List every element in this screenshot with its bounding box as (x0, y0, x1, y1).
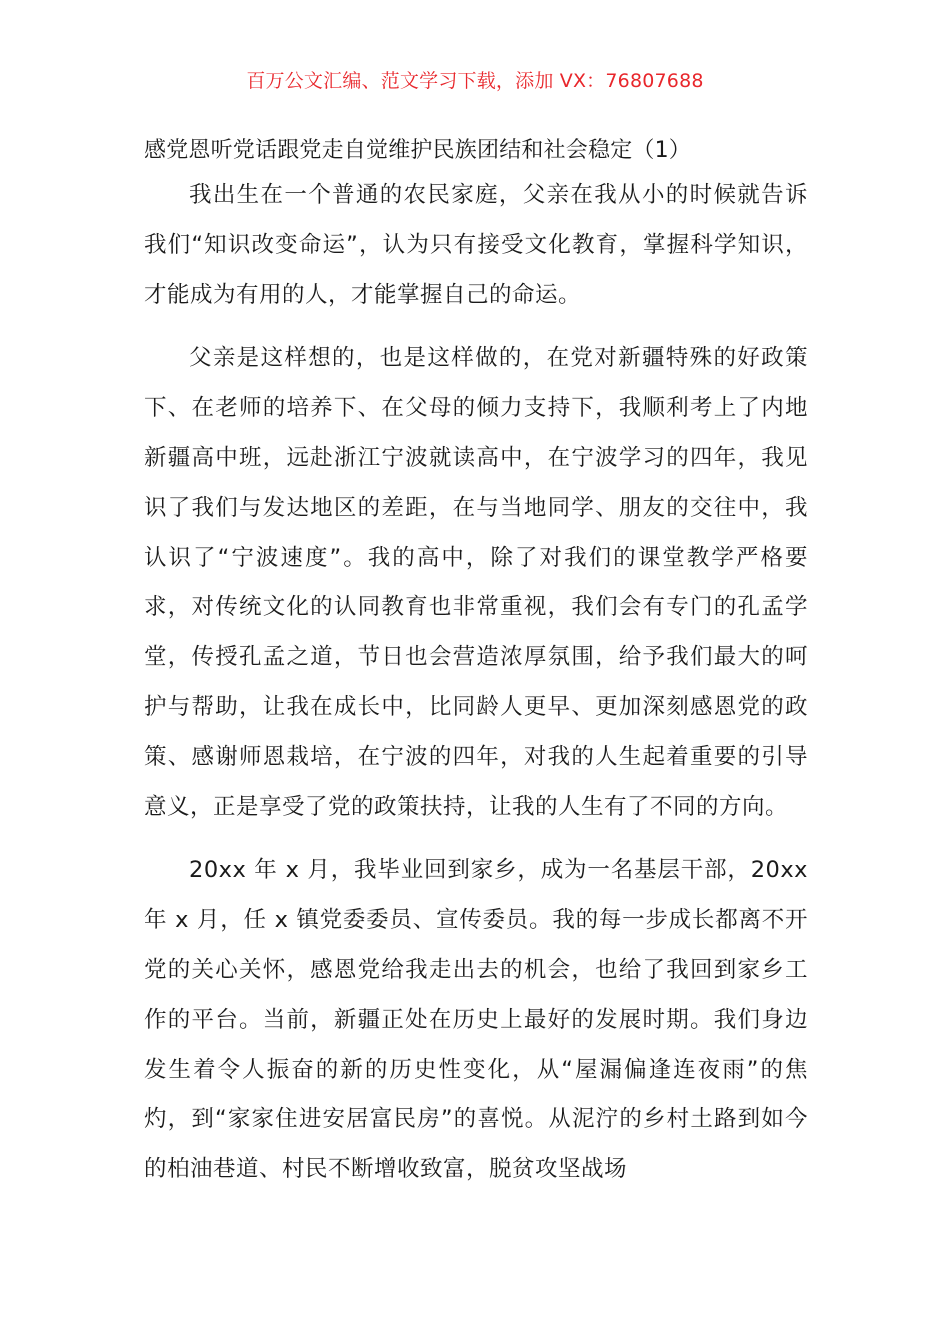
document-body (144, 133, 808, 1195)
header-notice: 百万公文汇编、范文学习下载，添加 VX：76807688 (246, 70, 704, 92)
paragraph-2: 父亲是这样想的，也是这样做的，在党对新疆特殊的好政策下、在老师的培养下、在父母的倾力支持下，我顺利考上了内地新疆高中班，远赴浙江宁波就读高中，在宁波学习的四年，我见识了我们与发达地区的差距，在与当地同学、朋友的交往中，我认识了“宁波速度”。我的高中，除了对我们的课堂教学严格要求，对传统文化的认同教育也非常重视，我们会有专门的孔孟学堂，传授孔孟之道，节日也会营造浓厚氛围，给予我们最大的呵护与帮助，让我在成长中，比同龄人更早、更加深刻感恩党的政策、感谢师恩栽培，在宁波的四年，对我的人生起着重要的引导意义，正是享受了党的政策扶持，让我的人生有了不同的方向。 (144, 345, 808, 820)
paragraph-3: 20xx 年 x 月，我毕业回到家乡，成为一名基层干部，20xx 年 x 月，任 x 镇党委委员、宣传委员。我的每一步成长都离不开党的关心关怀，感恩党给我走出去的机会，也给了我回到家乡工作的平台。当前，新疆正处在历史上最好的发展时期。我们身边发生着令人振奋的新的历史性变化，从“屋漏偏逢连夜雨”的焦灼，到“家家住进安居富民房”的喜悦。从泥泞的乡村土路到如今的柏油巷道、村民不断增收致富，脱贫攻坚战场 (144, 857, 808, 1183)
document-title: 感党恩听党话跟党走自觉维护民族团结和社会稳定（1） (144, 138, 691, 163)
paragraph-1: 我出生在一个普通的农民家庭，父亲在我从小的时候就告诉我们“知识改变命运”，认为只有接受文化教育，掌握科学知识，才能成为有用的人，才能掌握自己的命运。 (144, 182, 808, 308)
